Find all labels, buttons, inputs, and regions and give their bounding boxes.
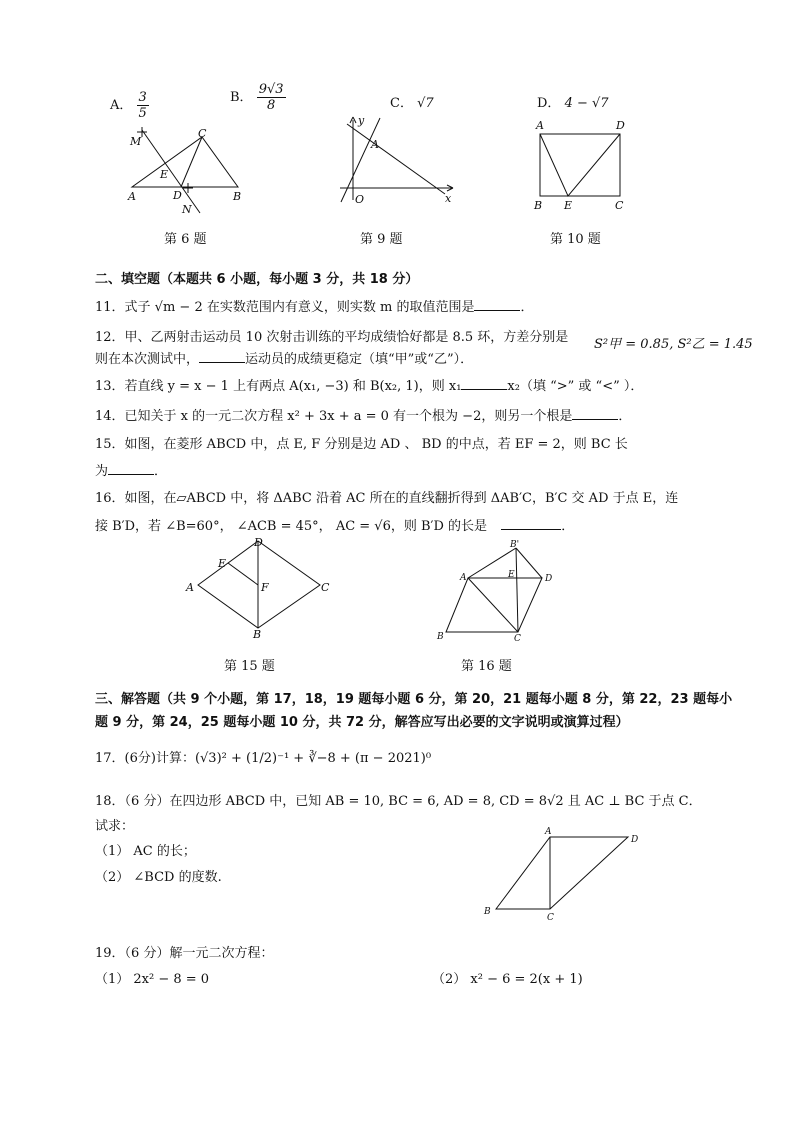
fig15-label-e: E — [218, 557, 227, 570]
figure-6-caption: 第 6 题 — [164, 232, 207, 247]
option-c — [390, 92, 434, 111]
figure-15 — [180, 533, 335, 643]
fig16-label-d: D — [545, 574, 553, 584]
q19-part-2: （2） x² − 6 = 2(x + 1) — [432, 972, 583, 987]
fig6-line-mn — [142, 130, 200, 213]
q19-part-1: （1） 2x² − 8 = 0 — [95, 972, 210, 987]
q16-text-b: 接 B′D，若 ∠B=60°， ∠ACB = 45°， AC = √6，则 B′D 的长是 — [95, 519, 488, 534]
option-b-fraction — [257, 82, 286, 113]
fig10-label-a: A — [536, 119, 544, 132]
q13-blank[interactable] — [461, 377, 507, 390]
q15-end: ． — [154, 464, 168, 479]
q12-formula: S²甲 = 0.85, S²乙 = 1.45 — [594, 337, 753, 352]
q14-blank[interactable] — [572, 407, 618, 420]
fig9-label-x: x — [445, 192, 452, 205]
fig16-label-c: C — [514, 634, 521, 644]
option-d-value: 4 − √7 — [564, 96, 609, 111]
fig16-diagonal-ac — [468, 578, 518, 632]
q15-text-b: 为 — [95, 464, 109, 479]
fig15-label-b: B — [253, 628, 262, 641]
fig18-quadrilateral-abcd — [496, 837, 628, 909]
figure-15-caption: 第 15 题 — [224, 659, 275, 674]
fig6-label-a: A — [128, 190, 136, 203]
option-a-fraction — [137, 90, 149, 121]
option-c-label: C． — [390, 96, 413, 111]
fig10-label-d: D — [616, 119, 625, 132]
option-b-denominator: 8 — [266, 98, 276, 113]
option-a-numerator: 3 — [138, 90, 147, 105]
fig9-label-o: O — [355, 193, 365, 206]
fig9-line-1 — [341, 118, 380, 202]
fig6-label-m: M — [130, 135, 142, 148]
fig10-rectangle-abcd — [540, 134, 620, 196]
fig15-label-c: C — [321, 581, 330, 594]
fig9-label-y: y — [358, 114, 365, 127]
fig15-segment-ef — [228, 563, 258, 585]
figure-10-caption: 第 10 题 — [550, 232, 601, 247]
q16-line-b — [95, 515, 574, 534]
fig10-label-b: B — [534, 199, 543, 212]
section-3-heading-a: 三、解答题（共 9 个小题，第 17，18，19 题每小题 6 分，第 20，21 题每小题 8 分，第 22，23 题每小 — [95, 692, 733, 707]
figure-6 — [120, 120, 255, 220]
fig9-line-2 — [347, 124, 445, 194]
fig15-label-a: A — [186, 581, 194, 594]
question-11 — [95, 296, 533, 315]
q16-blank[interactable] — [501, 517, 561, 530]
q16-end: ． — [561, 519, 575, 534]
fig16-label-b: B — [437, 632, 444, 642]
q18-line-b: 试求： — [95, 819, 135, 834]
q14-end: ． — [618, 409, 632, 424]
fig18-label-b: B — [484, 907, 491, 917]
fig16-label-a: A — [460, 573, 467, 583]
fig6-label-e: E — [160, 168, 169, 181]
question-14 — [95, 405, 631, 424]
q12-text-b: 则在本次测试中， — [95, 352, 200, 367]
option-b-label: B． — [230, 90, 253, 105]
question-17: 17．(6分)计算：(√3)² + (1/2)⁻¹ + ∛−8 + (π − 2021)⁰ — [95, 751, 432, 766]
fig10-label-e: E — [564, 199, 573, 212]
fig16-segment-b-prime-d — [516, 548, 542, 578]
option-b-numerator: 9√3 — [258, 82, 284, 97]
fig6-triangle-abc — [132, 137, 238, 187]
fig6-label-c: C — [198, 127, 207, 140]
q19-line-a: 19．（6 分）解一元二次方程： — [95, 946, 274, 961]
fig9-label-a: A — [371, 138, 379, 151]
fig18-label-c: C — [547, 913, 554, 922]
figure-18 — [478, 822, 658, 922]
section-2-heading: 二、填空题（本题共 6 小题，每小题 3 分，共 18 分） — [95, 272, 419, 287]
fig6-label-n: N — [182, 203, 192, 216]
option-c-value: √7 — [417, 96, 434, 111]
figure-10 — [530, 116, 630, 214]
question-13 — [95, 375, 643, 394]
q12-line-a: 12．甲、乙两射击运动员 10 次射击训练的平均成绩恰好都是 8.5 环，方差分别是 — [95, 330, 569, 345]
q15-line-b — [95, 460, 167, 479]
option-d — [537, 92, 609, 111]
fig18-label-d: D — [631, 835, 639, 845]
fig10-label-c: C — [615, 199, 624, 212]
fig15-label-f: F — [261, 581, 269, 594]
fig15-label-d: D — [254, 536, 263, 549]
option-d-label: D． — [537, 96, 561, 111]
fig6-label-d: D — [173, 189, 182, 202]
fig6-label-b: B — [233, 190, 242, 203]
option-a-label: A． — [110, 98, 133, 113]
q13-end: x₂（填 “>” 或 “<” ）． — [507, 379, 644, 394]
q18-line-a: 18．（6 分）在四边形 ABCD 中，已知 AB = 10, BC = 6, AD = 8, CD = 8√2 且 AC ⊥ BC 于点 C． — [95, 794, 702, 809]
q14-text: 14．已知关于 x 的一元二次方程 x² + 3x + a = 0 有一个根为 −2，则另一个根是 — [95, 409, 573, 424]
option-a-denominator: 5 — [138, 106, 147, 121]
fig16-label-b-prime: B' — [510, 540, 520, 550]
fig10-segments-ae-ed — [540, 134, 620, 196]
fig15-rhombus-abcd — [198, 541, 320, 628]
figure-16 — [432, 538, 562, 644]
q11-text: 11．式子 √m − 2 在实数范围内有意义，则实数 m 的取值范围是 — [95, 300, 475, 315]
fig16-label-e: E — [508, 570, 515, 580]
q12-blank[interactable] — [199, 350, 245, 363]
q15-line-a: 15．如图，在菱形 ABCD 中，点 E, F 分别是边 AD 、 BD 的中点，若 EF = 2，则 BC 长 — [95, 437, 628, 452]
figure-9-caption: 第 9 题 — [360, 232, 403, 247]
option-a — [110, 90, 149, 121]
q18-part-2: （2） ∠BCD 的度数. — [95, 870, 222, 885]
q11-end: ． — [520, 300, 534, 315]
fig16-segment-b-prime-c — [516, 548, 518, 632]
fig16-parallelogram-abcd — [446, 578, 542, 632]
q11-blank[interactable] — [474, 298, 520, 311]
q13-text: 13．若直线 y = x − 1 上有两点 A(x₁, −3) 和 B(x₂, 1)，则 x₁ — [95, 379, 462, 394]
q18-part-1: （1） AC 的长； — [95, 844, 196, 859]
section-3-heading-b: 题 9 分，第 24，25 题每小题 10 分，共 72 分，解答应写出必要的文字说明或演算过程） — [95, 715, 629, 730]
q12-line-b — [95, 348, 473, 367]
figure-9 — [335, 112, 460, 212]
figure-16-caption: 第 16 题 — [461, 659, 512, 674]
fig18-label-a: A — [545, 827, 552, 837]
q15-blank[interactable] — [108, 462, 154, 475]
q12-text-c: 运动员的成绩更稳定（填“甲”或“乙”）． — [245, 352, 474, 367]
q16-line-a: 16．如图，在▱ABCD 中，将 ΔABC 沿着 AC 所在的直线翻折得到 ΔAB′C，B′C 交 AD 于点 E，连 — [95, 491, 679, 506]
option-b — [230, 82, 286, 113]
